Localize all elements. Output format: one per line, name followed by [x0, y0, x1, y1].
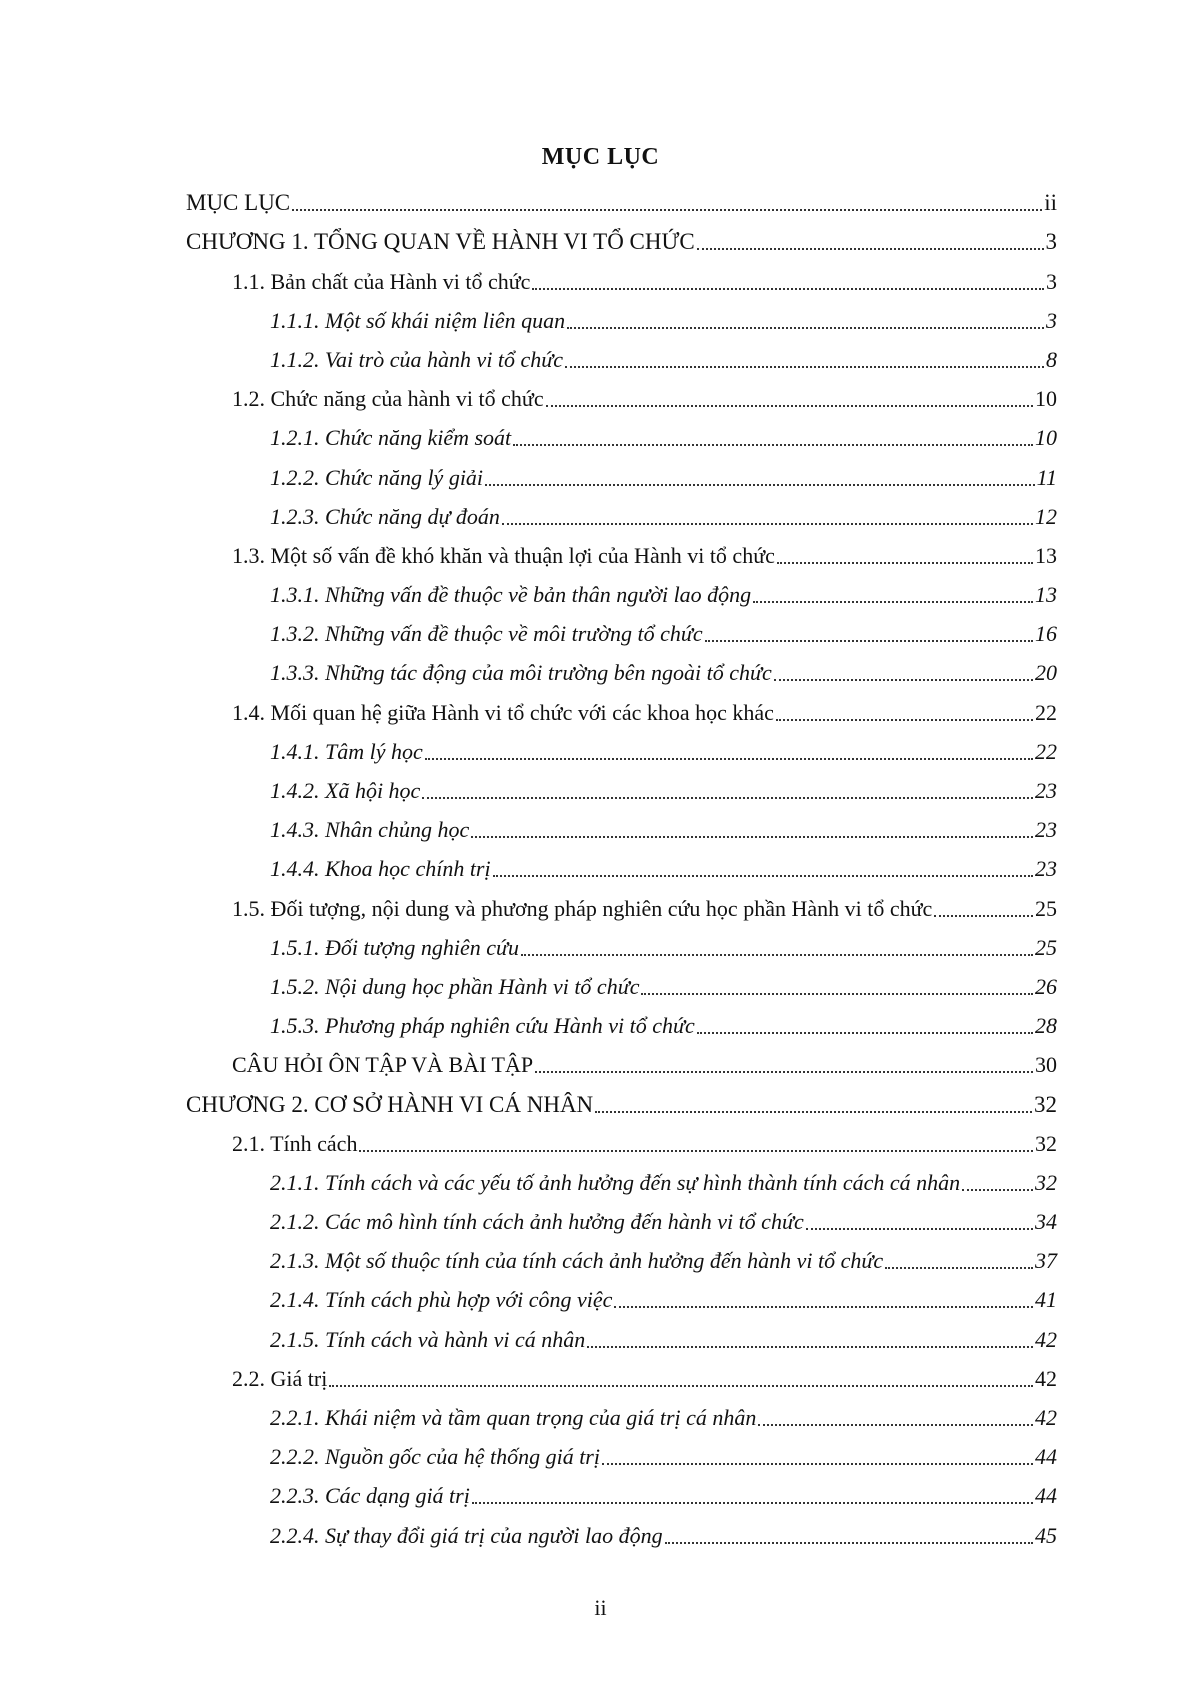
toc-entry[interactable] — [186, 261, 1057, 300]
toc-entry-page: 3 — [1046, 307, 1057, 333]
toc-entry[interactable] — [186, 183, 1057, 222]
dot-leader — [758, 1424, 1033, 1426]
toc-entry-title: 1.4.3. Nhân chủng học — [270, 817, 470, 843]
toc-entry-page: 10 — [1035, 425, 1057, 451]
dot-leader — [665, 1542, 1033, 1544]
dot-leader — [587, 1346, 1033, 1348]
dot-leader — [595, 1111, 1032, 1113]
toc-entry-title: MỤC LỤC — [186, 190, 291, 216]
toc-entry-title: 1.4. Mối quan hệ giữa Hành vi tổ chức với các khoa học khác — [232, 699, 774, 725]
table-of-contents — [186, 183, 1057, 1555]
dot-leader — [885, 1267, 1033, 1269]
toc-entry-page: 22 — [1035, 699, 1057, 725]
toc-entry-title: 2.2.4. Sự thay đổi giá trị của người lao động — [270, 1522, 663, 1548]
toc-entry[interactable] — [186, 888, 1057, 927]
dot-leader — [546, 405, 1033, 407]
toc-entry-title: 2.1.4. Tính cách phù hợp với công việc — [270, 1287, 613, 1313]
toc-entry-page: 34 — [1035, 1209, 1057, 1235]
toc-entry-page: 30 — [1035, 1052, 1057, 1078]
toc-entry[interactable] — [186, 379, 1057, 418]
toc-entry[interactable] — [186, 301, 1057, 340]
dot-leader — [359, 1150, 1033, 1152]
toc-entry[interactable] — [186, 692, 1057, 731]
toc-entry-title: 2.1.1. Tính cách và các yếu tố ảnh hưởng đến sự hình thành tính cách cá nhân — [270, 1169, 961, 1195]
toc-entry[interactable] — [186, 614, 1057, 653]
toc-entry-page: 11 — [1036, 464, 1057, 490]
toc-entry[interactable] — [186, 928, 1057, 967]
dot-leader — [471, 836, 1033, 838]
toc-entry-title: CHƯƠNG 1. TỔNG QUAN VỀ HÀNH VI TỔ CHỨC — [186, 229, 695, 255]
toc-entry[interactable] — [186, 222, 1057, 261]
toc-entry-page: 44 — [1035, 1483, 1057, 1509]
toc-entry-title: 1.5. Đối tượng, nội dung và phương pháp nghiên cứu học phần Hành vi tổ chức — [232, 895, 933, 921]
toc-entry[interactable] — [186, 1515, 1057, 1554]
dot-leader — [535, 1071, 1033, 1073]
dot-leader — [602, 1463, 1033, 1465]
dot-leader — [422, 797, 1033, 799]
toc-entry[interactable] — [186, 575, 1057, 614]
toc-entry-title: 1.5.1. Đối tượng nghiên cứu — [270, 934, 519, 960]
toc-entry-page: 23 — [1035, 856, 1057, 882]
dot-leader — [806, 1228, 1033, 1230]
toc-entry[interactable] — [186, 1006, 1057, 1045]
toc-entry[interactable] — [186, 967, 1057, 1006]
toc-entry[interactable] — [186, 1280, 1057, 1319]
toc-entry[interactable] — [186, 340, 1057, 379]
toc-entry-page: 45 — [1035, 1522, 1057, 1548]
toc-entry-title: 1.1.2. Vai trò của hành vi tổ chức — [270, 346, 564, 372]
dot-leader — [521, 954, 1033, 956]
toc-entry-title: 1.2. Chức năng của hành vi tổ chức — [232, 386, 544, 412]
toc-entry[interactable] — [186, 1163, 1057, 1202]
toc-entry-page: 12 — [1035, 503, 1057, 529]
toc-entry[interactable] — [186, 1124, 1057, 1163]
toc-entry-page: 3 — [1046, 268, 1057, 294]
toc-entry-page: 42 — [1035, 1326, 1057, 1352]
toc-entry-title: 2.1.2. Các mô hình tính cách ảnh hưởng đến hành vi tổ chức — [270, 1209, 804, 1235]
dot-leader — [472, 1502, 1033, 1504]
toc-entry-page: 10 — [1035, 386, 1057, 412]
dot-leader — [962, 1189, 1033, 1191]
toc-entry-page: 28 — [1035, 1013, 1057, 1039]
dot-leader — [776, 719, 1033, 721]
toc-entry-page: 3 — [1045, 229, 1057, 255]
toc-entry[interactable] — [186, 653, 1057, 692]
toc-entry[interactable] — [186, 418, 1057, 457]
toc-entry[interactable] — [186, 1319, 1057, 1358]
toc-entry-page: 23 — [1035, 817, 1057, 843]
toc-entry-page: 32 — [1034, 1091, 1057, 1117]
dot-leader — [697, 248, 1044, 250]
toc-entry-title: 2.2.2. Nguồn gốc của hệ thống giá trị — [270, 1444, 600, 1470]
toc-entry-page: 42 — [1035, 1365, 1057, 1391]
toc-entry-title: 1.3. Một số vấn đề khó khăn và thuận lợi của Hành vi tổ chức — [232, 542, 775, 568]
dot-leader — [777, 562, 1033, 564]
dot-leader — [697, 1032, 1033, 1034]
toc-entry-title: 2.2.3. Các dạng giá trị — [270, 1483, 470, 1509]
dot-leader — [292, 209, 1042, 211]
toc-entry-page: 26 — [1035, 973, 1057, 999]
dot-leader — [565, 366, 1044, 368]
toc-entry-title: 2.2. Giá trị — [232, 1365, 328, 1391]
toc-entry-title: CÂU HỎI ÔN TẬP VÀ BÀI TẬP — [232, 1052, 534, 1078]
toc-entry[interactable] — [186, 1476, 1057, 1515]
toc-entry[interactable] — [186, 810, 1057, 849]
toc-entry[interactable] — [186, 536, 1057, 575]
toc-entry-page: 22 — [1035, 738, 1057, 764]
toc-entry-title: 2.1. Tính cách — [232, 1130, 358, 1156]
toc-entry-page: ii — [1044, 190, 1057, 216]
dot-leader — [425, 758, 1033, 760]
toc-entry[interactable] — [186, 1241, 1057, 1280]
toc-entry-page: 16 — [1035, 621, 1057, 647]
toc-entry-page: 42 — [1035, 1405, 1057, 1430]
toc-entry-title: 1.3.3. Những tác động của môi trường bên ngoài tổ chức — [270, 660, 772, 686]
toc-entry[interactable] — [186, 1084, 1057, 1123]
toc-entry[interactable] — [186, 1398, 1057, 1437]
dot-leader — [532, 288, 1044, 290]
toc-entry-page: 13 — [1035, 542, 1057, 568]
toc-entry-title: 1.5.3. Phương pháp nghiên cứu Hành vi tổ chức — [270, 1013, 695, 1039]
toc-entry[interactable] — [186, 1359, 1057, 1398]
toc-entry[interactable] — [186, 497, 1057, 536]
toc-entry-title: CHƯƠNG 2. CƠ SỞ HÀNH VI CÁ NHÂN — [186, 1091, 594, 1117]
dot-leader — [753, 601, 1033, 603]
dot-leader — [502, 523, 1033, 525]
dot-leader — [641, 993, 1033, 995]
dot-leader — [934, 915, 1033, 917]
dot-leader — [567, 327, 1044, 329]
toc-entry-title: 2.1.5. Tính cách và hành vi cá nhân — [270, 1326, 586, 1352]
toc-entry-page: 23 — [1035, 778, 1057, 803]
toc-entry[interactable] — [186, 457, 1057, 496]
toc-entry-page: 8 — [1046, 346, 1057, 372]
dot-leader — [513, 444, 1033, 446]
toc-entry-page: 25 — [1035, 895, 1057, 921]
toc-entry[interactable] — [186, 732, 1057, 771]
toc-entry-page: 37 — [1035, 1248, 1057, 1274]
toc-entry-page: 44 — [1035, 1444, 1057, 1470]
toc-entry-title: 1.4.2. Xã hội học — [270, 778, 421, 803]
toc-entry-page: 41 — [1035, 1287, 1057, 1313]
toc-entry[interactable] — [186, 1437, 1057, 1476]
toc-entry-title: 1.2.3. Chức năng dự đoán — [270, 503, 500, 529]
toc-entry[interactable] — [186, 1045, 1057, 1084]
toc-entry-title: 1.1.1. Một số khái niệm liên quan — [270, 307, 566, 333]
dot-leader — [485, 484, 1035, 486]
toc-entry-title: 1.1. Bản chất của Hành vi tổ chức — [232, 268, 531, 294]
toc-entry-page: 25 — [1035, 934, 1057, 960]
page-title: MỤC LỤC — [541, 144, 660, 170]
toc-entry-title: 1.4.1. Tâm lý học — [270, 738, 423, 764]
toc-entry-title: 1.4.4. Khoa học chính trị — [270, 856, 491, 882]
toc-entry-title: 1.5.2. Nội dung học phần Hành vi tổ chức — [270, 973, 640, 999]
toc-entry[interactable] — [186, 1202, 1057, 1241]
dot-leader — [774, 679, 1033, 681]
toc-entry-title: 1.3.2. Những vấn đề thuộc về môi trường tổ chức — [270, 621, 703, 647]
toc-entry-title: 1.2.1. Chức năng kiểm soát — [270, 425, 512, 451]
toc-entry-page: 32 — [1035, 1169, 1057, 1195]
toc-entry-title: 2.2.1. Khái niệm và tầm quan trọng của giá trị cá nhân — [270, 1405, 757, 1430]
dot-leader — [614, 1306, 1033, 1308]
toc-entry-page: 32 — [1035, 1130, 1057, 1156]
dot-leader — [705, 640, 1033, 642]
toc-entry[interactable] — [186, 771, 1057, 810]
toc-entry-title: 1.2.2. Chức năng lý giải — [270, 464, 484, 490]
toc-entry-page: 13 — [1035, 582, 1057, 608]
toc-entry-title: 1.3.1. Những vấn đề thuộc về bản thân người lao động — [270, 582, 752, 608]
toc-entry-page: 20 — [1035, 660, 1057, 686]
toc-entry-title: 2.1.3. Một số thuộc tính của tính cách ảnh hưởng đến hành vi tổ chức — [270, 1248, 884, 1274]
dot-leader — [493, 875, 1033, 877]
toc-entry[interactable] — [186, 849, 1057, 888]
dot-leader — [329, 1385, 1033, 1387]
page-number: ii — [594, 1595, 607, 1620]
